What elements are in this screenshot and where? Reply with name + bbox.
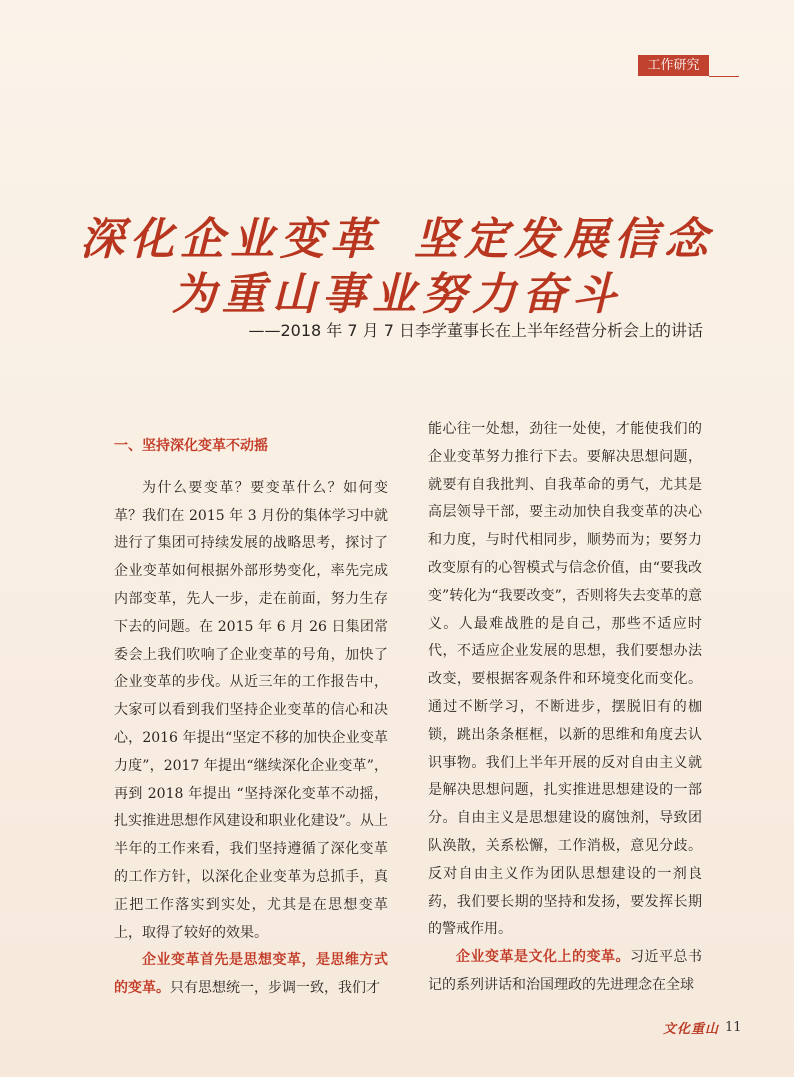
title-part-b: 坚定发展信念	[414, 214, 714, 265]
section-tag-line	[709, 76, 739, 77]
left-paragraph-2-highlight: 企业变革首先是思想变革，是思维方式的变革。	[114, 952, 388, 997]
title-part-a: 深化企业变革	[80, 214, 380, 265]
subtitle: ——2018 年 7 月 7 日李学董事长在上半年经营分析会上的讲话	[248, 321, 703, 340]
left-column	[114, 433, 388, 1003]
right-paragraph-2	[428, 944, 702, 1000]
page-number: 11	[725, 1019, 742, 1035]
left-paragraph-1: 为什么要变革？要变革什么？如何变革？我们在 2015 年 3 月份的集体学习中就进行了集团可持续发展的战略思考，探讨了企业变革如何根据外部形势变化，率先完成内部变革，先人一步，走在前面，努力生存下去的问题。在 2015 年 6 月 26 日集团常委会上我们吹响了企业变革的号角，加快了企业变革的步伐。从近三年的工作报告中，大家可以看到我们坚持企业变革的信心和决心，2016 年提出“坚定不移的加快企业变革力度”，2017 年提出“继续深化企业变革”，再到 2018 年提出 “坚持深化变革不动摇，扎实推进思想作风建设和职业化建设”。从上半年的工作来看，我们坚持遵循了深化变革的工作方针，以深化企业变革为总抓手，真正把工作落实到实处，尤其是在思想变革上，取得了较好的效果。	[114, 479, 388, 941]
magazine-logo: 文化重山	[663, 1021, 720, 1037]
title-line-2: 为重山事业努力奋斗	[172, 269, 622, 320]
right-paragraph-1: 能心往一处想，劲往一处使，才能使我们的企业变革努力推行下去。要解决思想问题，就要有自我批判、自我革命的勇气，尤其是高层领导干部，要主动加快自我变革的决心和力度，与时代相同步，顺势而为；要努力改变原有的心智模式与信念价值，由“要我改变”转化为“我要改变”，否则将失去变革的意义。人最难战胜的是自己，那些不适应时代，不适应企业发展的思想，我们要想办法改变，要根据客观条件和环境变化而变化。通过不断学习，不断进步，摆脱旧有的枷锁，跳出条条框框，以新的思维和角度去认识事物。我们上半年开展的反对自由主义就是解决思想问题，扎实推进思想建设的一部分。自由主义是思想建设的腐蚀剂，导致团队涣散，关系松懈，工作消极，意见分歧。反对自由主义作为团队思想建设的一剂良药，我们要长期的坚持和发扬，要发挥长期的警戒作用。	[428, 421, 702, 938]
right-column	[428, 416, 702, 1000]
page-footer	[663, 1017, 742, 1037]
right-paragraph-2-text: 习近平总书记的系列讲话和治国理政的先进理念在全球	[428, 949, 702, 993]
left-paragraph-2	[114, 947, 388, 1003]
right-paragraph-2-highlight: 企业变革是文化上的变革。	[456, 949, 630, 966]
section-tag: 工作研究	[638, 55, 709, 76]
left-paragraph-2-text: 只有思想统一，步调一致，我们才	[170, 980, 380, 997]
section-heading: 一、坚持深化变革不动摇	[114, 438, 268, 454]
